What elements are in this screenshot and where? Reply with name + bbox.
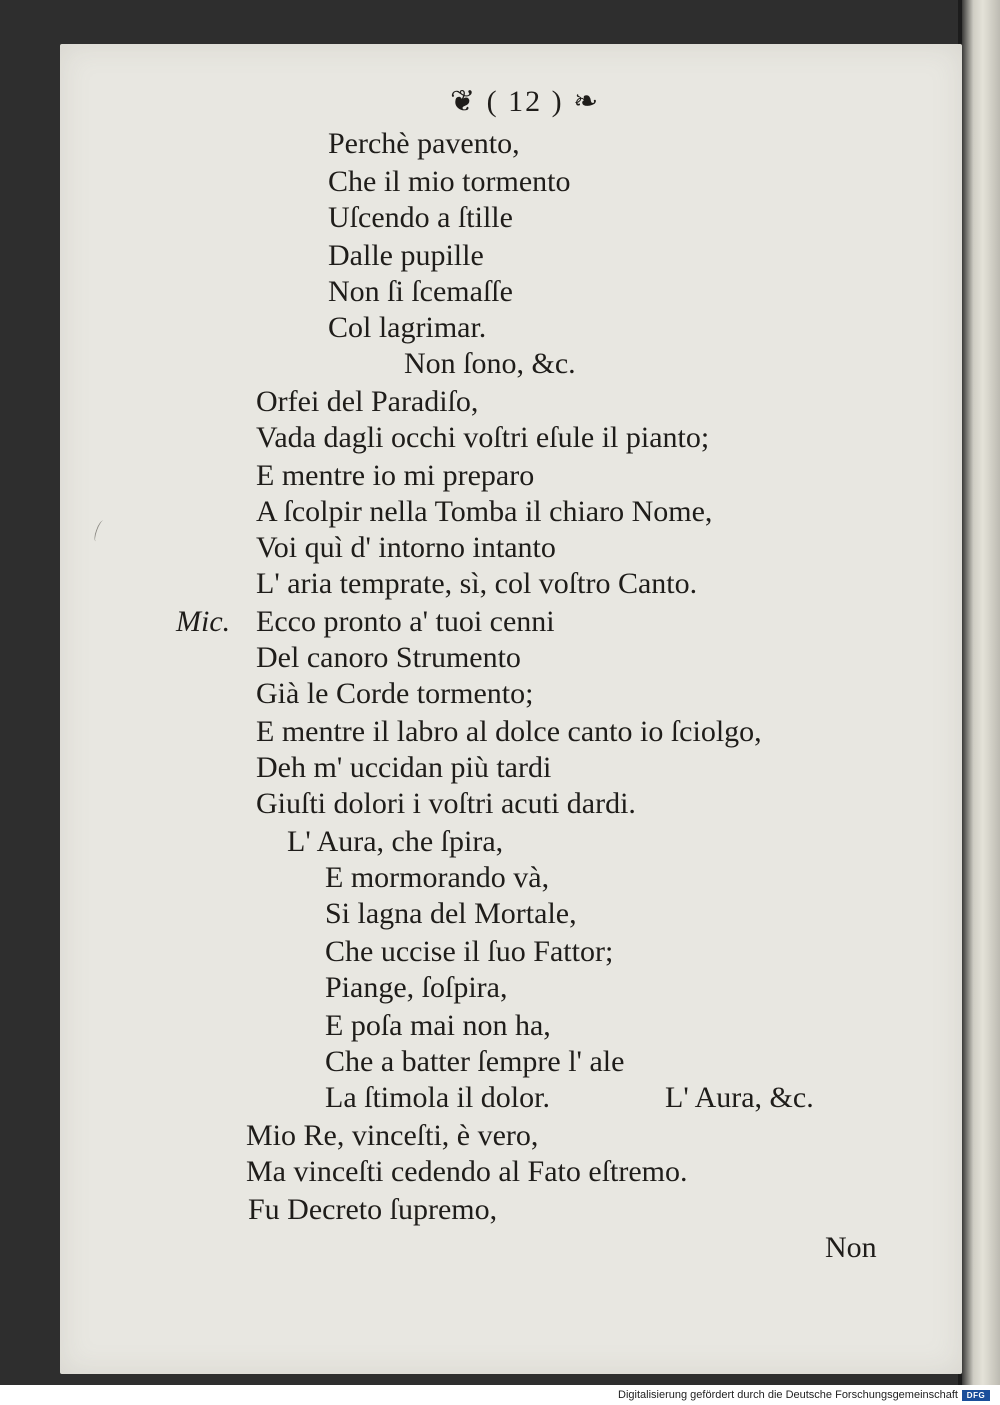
verse-line: A ſcolpir nella Tomba il chiaro Nome, <box>256 495 713 528</box>
catchword: Non <box>825 1231 877 1264</box>
verse-line: Mio Re, vinceſti, è vero, <box>246 1119 539 1152</box>
verse-line: E mentre io mi preparo <box>256 459 535 492</box>
verse-line: Dalle pupille <box>328 239 484 272</box>
verse-line: Ecco pronto a' tuoi cenni <box>256 605 555 638</box>
aria-line: Che uccise il ſuo Fattor; <box>325 935 614 968</box>
aria-line: La ſtimola il dolor. <box>325 1081 550 1114</box>
aria-line: L' Aura, che ſpira, <box>287 825 504 858</box>
verse-line: Uſcendo a ſtille <box>328 201 513 234</box>
verse-line: Fu Decreto ſupremo, <box>248 1193 498 1226</box>
aria-line: Si lagna del Mortale, <box>325 897 577 930</box>
aria-line: Che a batter ſempre l' ale <box>325 1045 625 1078</box>
verse-line: Del canoro Strumento <box>256 641 521 674</box>
speaker-label: Mic. <box>176 605 231 638</box>
verse-line: L' aria temprate, sì, col voſtro Canto. <box>256 567 698 600</box>
verse-line: Che il mio tormento <box>328 165 571 198</box>
verse-line: E mentre il labro al dolce canto io ſciolgo, <box>256 715 762 748</box>
verse-line: Deh m' uccidan più tardi <box>256 751 552 784</box>
digitization-footer <box>0 1385 1000 1405</box>
verse-line: Orfei del Paradiſo, <box>256 385 479 418</box>
da-capo-cue: Non ſono, &c. <box>404 347 576 380</box>
verse-line: Già le Corde tormento; <box>256 677 534 710</box>
dfg-logo-icon: DFG <box>962 1390 990 1401</box>
aria-line: E poſa mai non ha, <box>325 1009 551 1042</box>
page-header: ❦ ( 12 ) ❧ <box>450 85 601 118</box>
verse-line: Vada dagli occhi voſtri eſule il pianto; <box>256 421 710 454</box>
verse-line: Giuſti dolori i voſtri acuti dardi. <box>256 787 636 820</box>
aria-line: Piange, ſoſpira, <box>325 971 508 1004</box>
verse-line: Non ſi ſcemaſſe <box>328 275 513 308</box>
da-capo-cue: L' Aura, &c. <box>665 1081 814 1114</box>
verse-line: Col lagrimar. <box>328 311 487 344</box>
verse-line: Ma vinceſti cedendo al Fato eſtremo. <box>246 1155 688 1188</box>
verse-line: Perchè pavento, <box>328 127 520 160</box>
footer-credit: Digitalisierung gefördert durch die Deutsche Forschungsgemeinschaft <box>618 1389 958 1401</box>
verse-line: Voi quì d' intorno intanto <box>256 531 556 564</box>
aria-line: E mormorando và, <box>325 861 550 894</box>
